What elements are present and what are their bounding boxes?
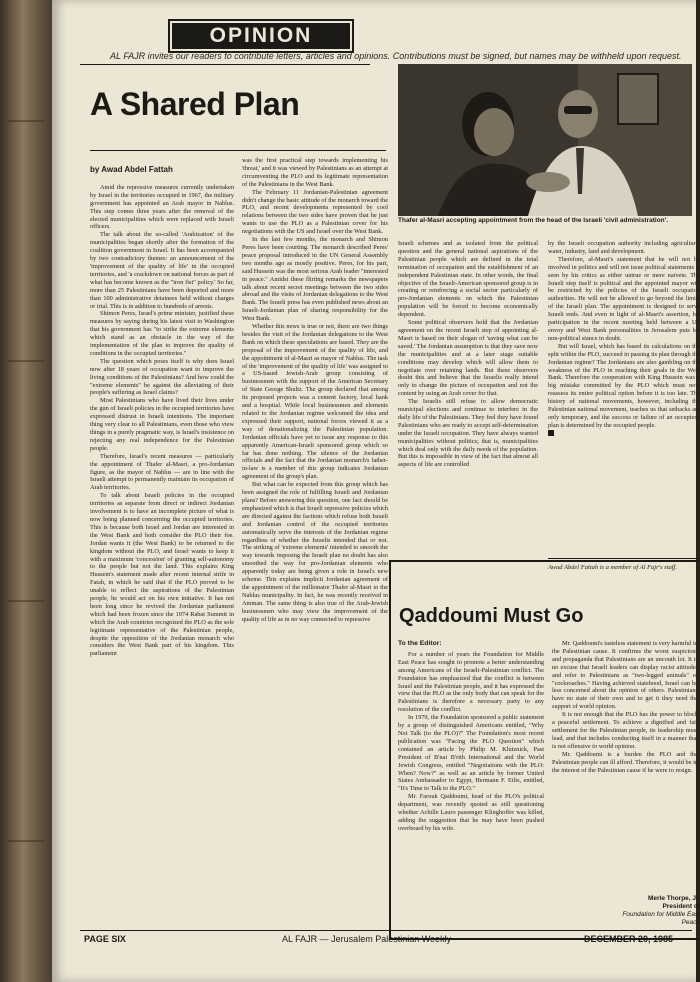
photo-image — [398, 64, 692, 216]
paragraph: For a number of years the Foundation for Middle East Peace has sought to promote a better understanding among Americans of the Israeli-Palestinian conflict. The Foundation has emphasized that the conflict is between Israel and the Palestinian people, and it has expressed the view that the PLO as the only body that can speak for the Palestinians is therefore a necessary party to any resolution of the conflict. — [398, 650, 544, 714]
section-title: OPINION — [209, 24, 313, 47]
letter-signature-block — [622, 895, 700, 927]
signature-title: President of — [662, 903, 700, 910]
paragraph: Most Palestinians who have lived their lives under the gun of Israeli policies in the occupied territories have expressed distrust in Israeli intentions. The important thing very clear to all Palestinians, even those who view things in a purely pragmatic way, is Israel's insistence on rejecting any real independence for the Palestinian people. — [90, 397, 234, 452]
letter-col-1 — [398, 640, 544, 833]
paragraph: Mr. Qaddoumi's tasteless statement is very harmful to the Palestinian cause. It confirms the worst suspicions and propaganda that Palestinians are an uncouth lot. It is no excuse that Israeli leaders can display racist attitudes and refer to Palestinians as "two-legged animals" or "cockroaches." Having achieved statehood, Israel can be less concerned about the opinion of others. Palestinians have no state of their own and to get it they need the support of world opinion. — [552, 640, 698, 711]
article-byline: by Awad Abdel Fattah — [90, 165, 173, 174]
page-number: PAGE SIX — [84, 934, 126, 944]
article-photo — [398, 64, 692, 216]
paragraph: was the first practical step towards implementing his 'threat,' and it was viewed by Palestinians as an attempt at circumventing the PLO and its legitimate representation of the Palestinians in the West Bank. — [242, 157, 388, 188]
divider — [80, 64, 370, 65]
section-masthead — [172, 23, 350, 49]
paragraph: Therefore, Israel's recent measures — particularly the appointment of Thafer al-Masri, a pro-Jordanian figure, as the mayor of Nablus — are in line with the Israeli attempt to permanently maintain its occupation of Arab territories. — [90, 452, 234, 492]
article-col-2 — [242, 157, 388, 623]
intro-note: AL FAJR invites our readers to contribute letters, articles and opinions. Contributions must be signed, but names may be withheld upon request. — [110, 51, 682, 61]
letter-salutation: To the Editor: — [398, 640, 442, 647]
paragraph: In the last few months, the monarch and Shimon Peres have been courting. The monarch described Peres' peace proposal introduced in the UN General Assembly two months ago as mostly positive. Peres, for his part, said Hussein was the most serious Arab leader "interested in peace." Amidst these flirting remarks the newspapers talk about recent secret meetings between the two sides abroad and the visits of Jordanian delegations to the West Bank. The Israeli press has even published news about an Israeli-Jordanian plan of sharing responsibility for the West Bank. — [242, 236, 388, 323]
letter-col-2 — [552, 640, 698, 774]
paragraph: Mr. Qaddoumi is a burden the PLO and the Palestinian people can ill afford. Therefore, it would be in the interest of the Palestinian cause if he were to resign. — [552, 750, 698, 774]
paragraph: The Israelis still refuse to allow democratic municipal elections and continue to interfere in the daily life of the Palestinians. They feel they have found Palestinians who are ready to accept self-determination under the Israeli occupation. They have always wanted municipalities without politics; that is, municipalities which deal only with the daily needs of the population. But this is impossible in view of the fact that almost all aspects of life are controlled — [398, 398, 538, 469]
photo-caption: Thafer al-Masri accepting appointment from the head of the Israeli 'civil administration'. — [398, 217, 669, 224]
issue-date: DECEMBER 20, 1985 — [584, 934, 674, 944]
paragraph: Therefore, al-Masri's statement that he will not be involved in politics and will not issue political statements is seen by his critics as either untrue or mere naivete. The Israeli step itself is political and the appointed mayor will be restricted by the policies of the Israeli occupation authorities. He will not be allowed to go beyond the limits of the Israeli plan. The appointment is designed to serve Israeli ends. And even in light of al-Masri's assertion, his participation in the recent meeting held between a US envoy and West Bank personalities in Jerusalem puts his non-political stance in doubt. — [548, 255, 700, 342]
article-headline: A Shared Plan — [90, 86, 300, 122]
paragraph: The question which poses itself is why does Israel now after 18 years of occupation want to improve the living conditions of the Palestinians? And how could the "extreme elements" be against the alleviating of their people's suffering as Israel claims? — [90, 357, 234, 397]
paragraph: The February 11 Jordanian-Palestinian agreement didn't change the basic attitude of the monarch toward the PLO, and recent developments represented by cool relations between the two sides have proven that he just wants to use the PLO as a Palestinian cover for his negotiations with the US and Israel over the West Bank. — [242, 188, 388, 236]
article-col-3 — [398, 240, 538, 469]
paragraph: Whether this news is true or not, there are two things besides the visit of the Jordanian delegations to the West Bank on which these speculations are based. They are the proposal of the improvement of the quality of life, and the appointment of al-Masri as mayor of Nablus. The task of the 'improvement of the quality of life' was assigned to a US-based Jewish-Arab group consisting of businessmen with the support of the American Secretary of State George Shultz. The group declared that among its proposed projects was a cement factory, local bank and a hospital. While local businessmen and elements related to the Jordanian regime welcomed the idea and expressed their support, national forces viewed it as a way of denationalizing the Palestinian population. Jordanian officials have yet to issue any response to this apparently American-Israeli sponsored group which so far has done nothing. The silence of the Jordanian officials and the fact that the Jordanian monarch's father-in-law is a member of this group indicates Jordanian agreement of the group's plan. — [242, 323, 388, 481]
paragraph: Amid the repressive measures currently undertaken by Israel in the territories occupied in 1967, the military government has appointed an Arab mayor in Nablus. This step comes three years after the removal of the elected municipalities which were replaced with Israeli officers. — [90, 183, 234, 231]
paragraph: It is not enough that the PLO has the power to block a peaceful settlement. To achieve a dignified and fair settlement for the Palestinian people, its leadership must lead, and that includes conducting itself in a manner that is not offensive to world opinion. — [552, 711, 698, 750]
author-bio: Awad Abdel Fattah is a member of Al Fajr's staff. — [548, 564, 677, 571]
paragraph: To talk about Israeli policies in the occupied territories as separate from direct or indirect Jordanian involvement is to have an incomplete picture of what is now being planned concerning the occupied territories. This is because both Israel and Jordan are interested in the West Bank and both consider the PLO their foe. Jordan wants it (the West Bank) to be returned to the kingdom without the PLO, and Israel wants to keep it with a maximum 'concession' of granting self-autonomy to the people but not the land. This explains King Hussein's statement made after recent internal strife in Fatah, in which he said that if the PLO proved to be unable to reflect the aspirations of the Palestinian people, he would act on his own initiative. It has not been long since he revived the Jordanian parliament which had been frozen since the 1974 Rabat Summit in which the Arab countries recognized the PLO as the sole legitimate representative of the Palestinian people, despite the opposition of the Jordanian monarch who considers the West Bank part of his kingdom. This parliament — [90, 492, 234, 658]
paragraph: The talk about the so-called 'Arabization' of the municipalities began shortly after the formation of the coalition government in Israel. It has been accompanied by two contradictory themes: an announcement of the 'improvement of the quality of life' in the occupied territories, and 'a crackdown on national forces as part of what has become known as the "iron fist" policy.' So far, more than 25 Palestinians have been deported and more than 100 administrative detainees held without charges or trial. This is in addition to hundreds of arrests. — [90, 231, 234, 310]
article-col-4 — [548, 240, 700, 439]
article-col-1 — [90, 166, 234, 658]
book-binding — [0, 0, 52, 982]
footer-rule — [80, 930, 692, 931]
paragraph: In 1979, the Foundation sponsored a public statement by a group of distinguished Americans entitled, "Why Not Talk (to the PLO)?" The Foundation's most recent publication was "Facing the PLO Question" which contained an article by Philip M. Klutznick, Past President of B'nai B'rith International and the World Jewish Congress, entitled "Negotiations with the PLO: When? Now?" as well as an article by former United States Ambassador to Egypt, Hermann F. Eilts, entitled, "It's Time to Talk to the PLO." — [398, 714, 544, 793]
paragraph: by the Israeli occupation authority including agriculture, water, industry, land and development. — [548, 240, 700, 255]
signature-name: Merle Thorpe, Jr. — [647, 895, 700, 902]
signature-org: Foundation for Middle East Peace — [622, 911, 700, 926]
paragraph: Israeli schemes and as isolated from the political question and the general national aspirations of the Palestinian people which are defined in the total termination of occupation and the establishment of an independent Palestinian state. In other words, the final objective of the Israeli-American sponsored group is in creating or reinforcing a social sector particularly of pro-Jordanian elements on which the Palestinian population will be forced to become economically dependent. — [398, 240, 538, 319]
letter-headline: Qaddoumi Must Go — [399, 605, 584, 627]
divider — [90, 150, 386, 151]
divider — [548, 558, 700, 559]
publication-name: AL FAJR — Jerusalem Palestinian Weekly — [282, 934, 452, 944]
end-mark-icon — [548, 430, 554, 436]
paragraph: Some political observers hold that the Jordanian agreement on the recent Israeli step of appointing al-Masri is based on their slogan of 'saving what can be saved.' The Jordanian assumption is that they save now the municipalities and at a later stage suitable conditions may develop which will allow them to negotiate over retaining lands. But these observers doubt this and believe that the Israelis really intend only to change the picture of occupation and not the content by using an Arab cover for that. — [398, 319, 538, 398]
newspaper-page — [52, 0, 698, 982]
paragraph: But will Israel, which has based its calculations on the split within the PLO, succeed in passing its plan through the Jordanian regime? The Jordanians are also gambling on the weakness of the PLO in reaching their goals in the West Bank. Therefore the cooperation with King Hussein was a big mistake committed by the PLO which must now reassess its entire political option before it is too late. The history of national movements, however, including the Palestinian national movement, teaches us that setbacks are only temporary, and the success or failure of an occupier's plan is determined by the occupied people. — [548, 342, 700, 429]
paragraph: Mr. Farouk Qaddoumi, head of the PLO's political department, was recently quoted as still questioning whether Achille Lauro passenger Klinghoffer was killed, adding the suggestion that he may have been pushed overboard by his wife. — [398, 793, 544, 832]
paragraph: Shimon Peres, Israel's prime minister, justified these measures by saying during his latest visit to Washington that his government has "to strike the extreme elements which stand as an obstacle in the way of the implementation of the plan to improve the quality of conditions in the occupied territories." — [90, 310, 234, 357]
paragraph: But what can be expected from this group which has been assigned the role of fulfilling Israeli and Jordanian plans? Before answering this question, one fact should be emphasized which is that Israeli repressive policies which are directed against the factions which refuse both Israeli and Jordanian control of the occupied territories automatically serve the interests of the Jordanian regime regardless of whether the Israelis intended that or not. The striking of 'extreme elements' intended to smooth the way towards imposing the Israeli plan no doubt has also smoothed the way for pro-Jordanian elements who apparently today are being given a role in Israel's new scheme. This explains implicit Jordanian agreement of the appointment of the millionaire Thafer al-Masri to the Nablus municipality. In fact, he was recently received in Amman. The same thing is also true of the Arab-Jewish businessmen who may view the improvement of the quality of life as in no way connected to repressive — [242, 481, 389, 623]
